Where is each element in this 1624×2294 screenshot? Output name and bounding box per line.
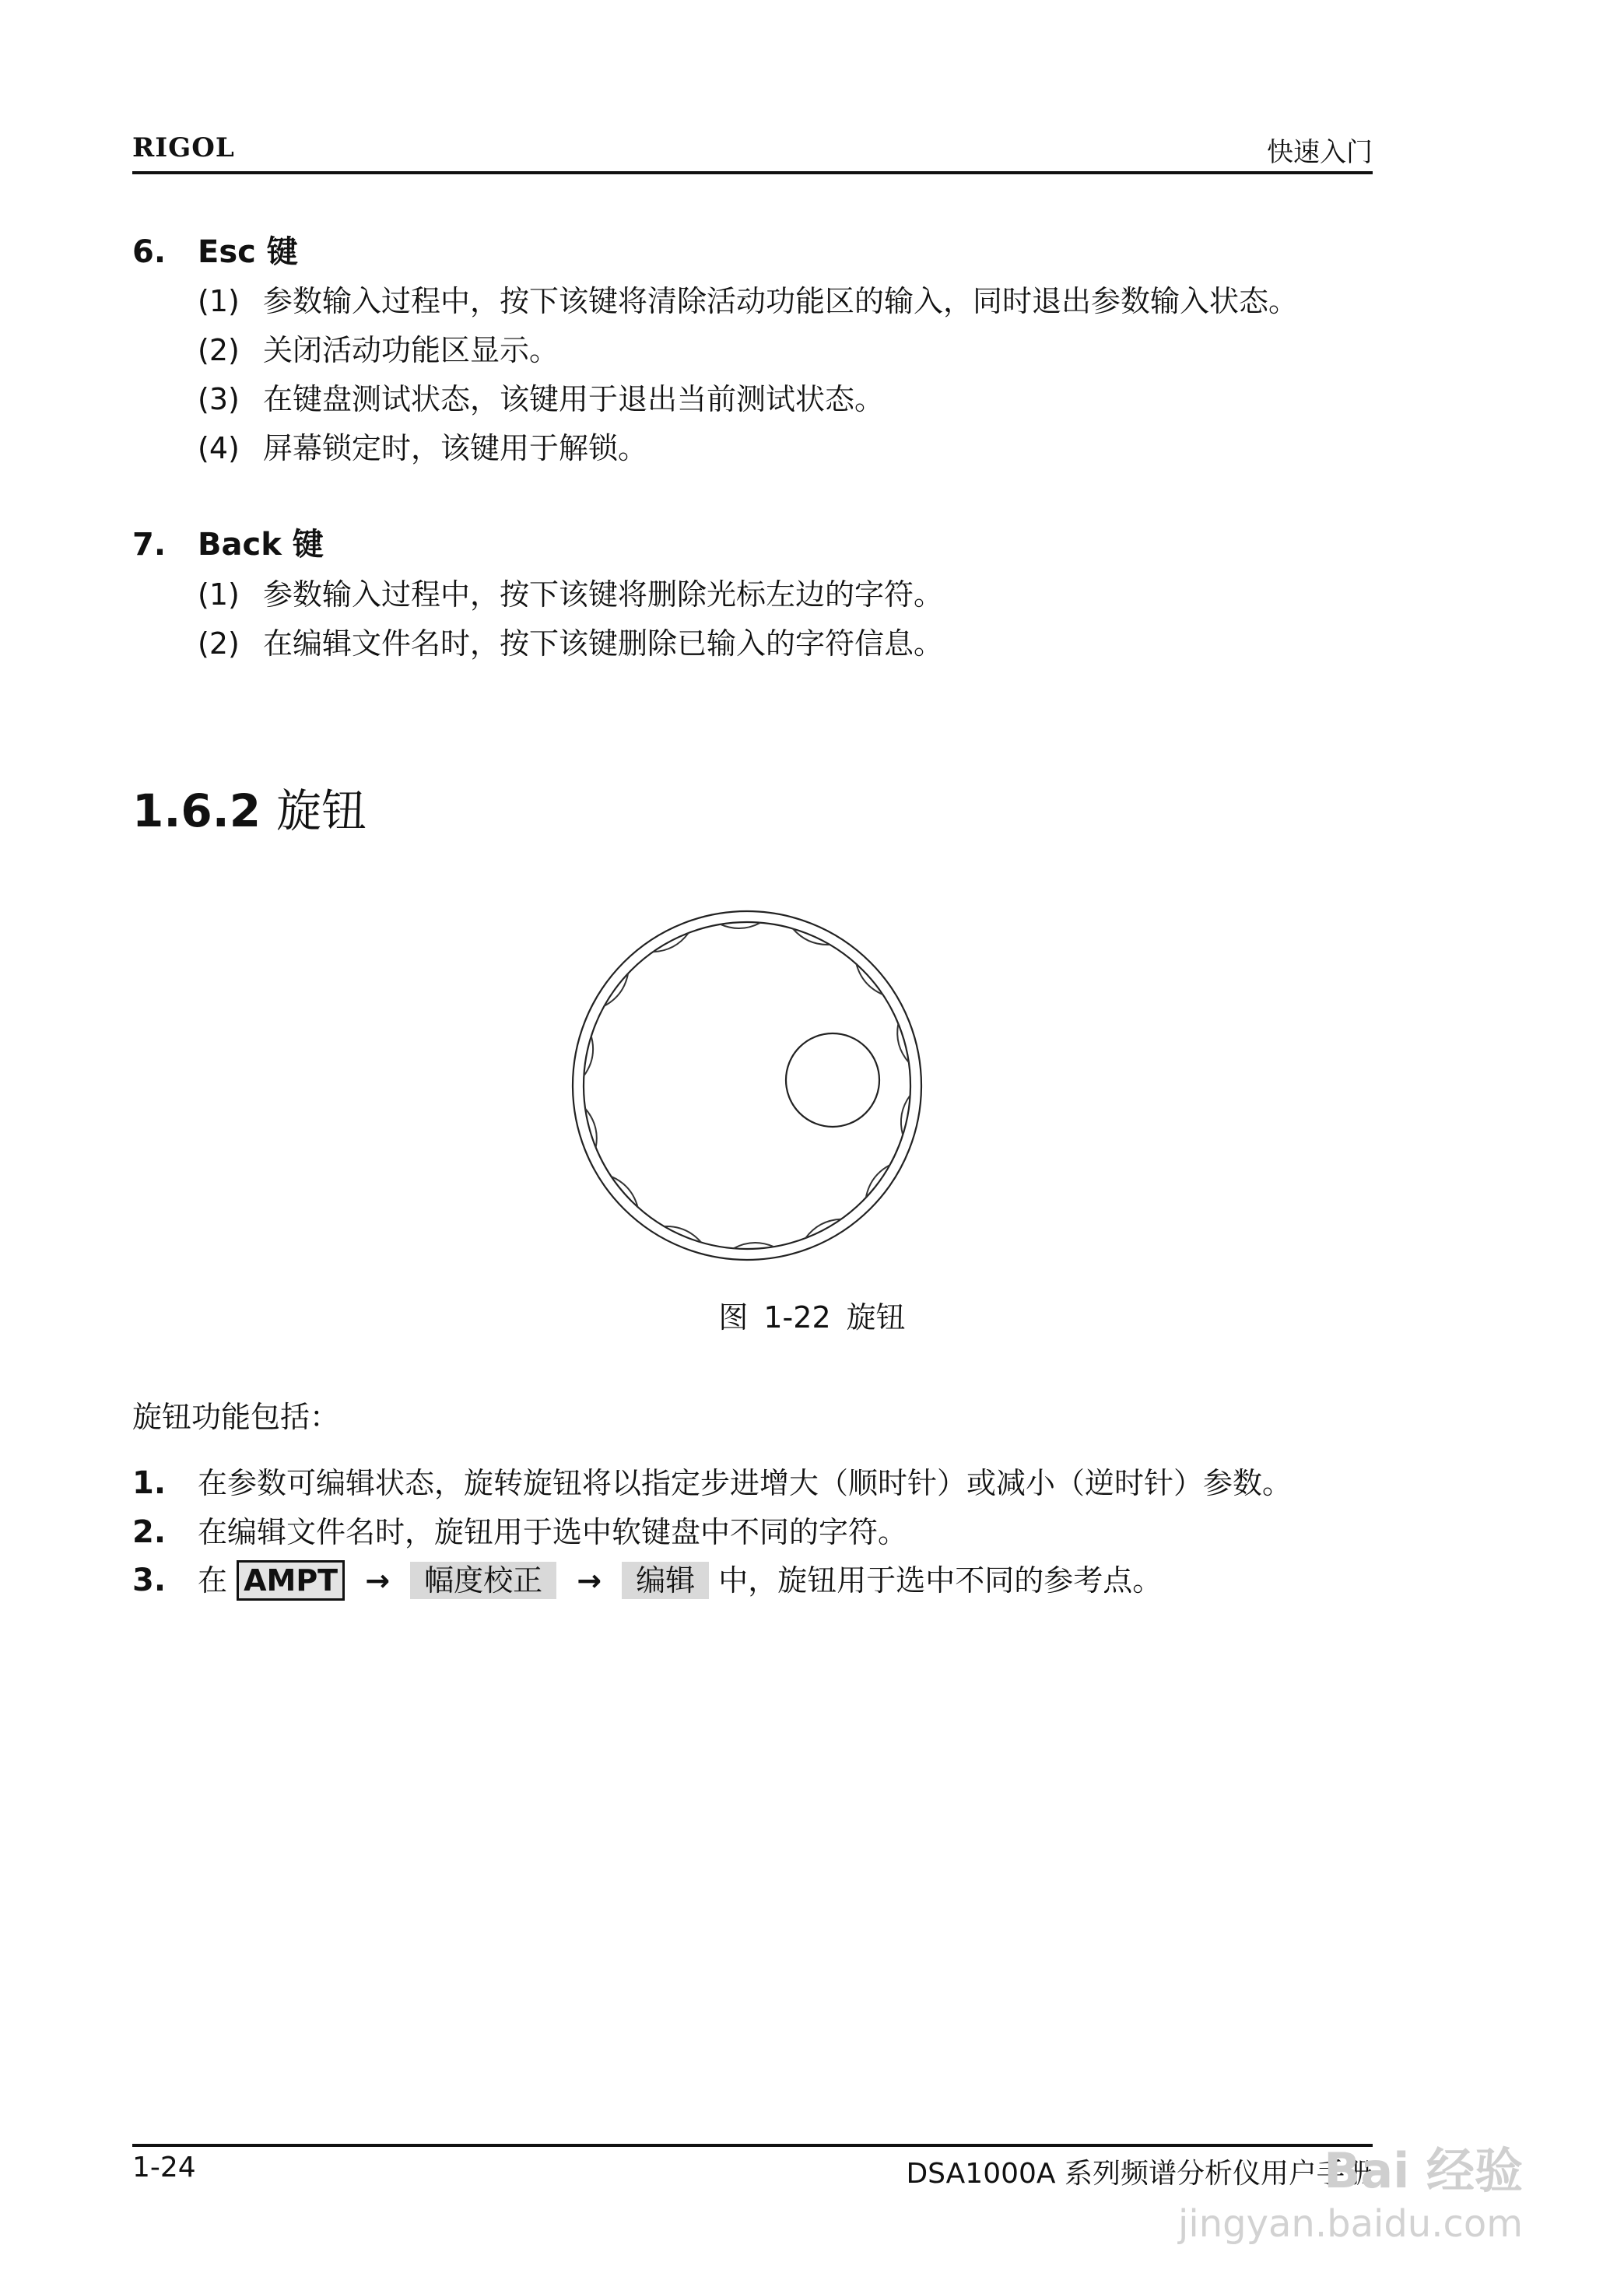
list-item-3: 3. 在 AMPT → 幅度校正 → 编辑 中，旋钮用于选中不同的参考点。	[132, 1556, 1162, 1601]
watermark-url: jingyan.baidu.com	[1178, 2202, 1523, 2246]
header-brand: RIGOL	[132, 132, 235, 163]
knob-outer-ring	[573, 911, 921, 1260]
header-rule	[132, 171, 1373, 174]
header-chapter: 快速入门	[1267, 137, 1373, 168]
list-item: (4) 屏幕锁定时，该键用于解锁。	[198, 431, 648, 465]
list-item: (1) 参数输入过程中，按下该键将删除光标左边的字符。	[198, 577, 944, 612]
watermark-logo: Bai 经验	[1324, 2142, 1523, 2199]
section-7-title: 7. Back 键	[132, 527, 324, 563]
section-6-title: 6. Esc 键	[132, 234, 298, 270]
arrow-right-icon: →	[577, 1563, 602, 1598]
intro-paragraph: 旋钮功能包括：	[132, 1400, 340, 1434]
section-heading: 1.6.2 旋钮	[132, 784, 367, 837]
list-item: 2. 在编辑文件名时，旋钮用于选中软键盘中不同的字符。	[132, 1514, 908, 1550]
list-item: (2) 在编辑文件名时，按下该键删除已输入的字符信息。	[198, 626, 944, 661]
knob-scallop	[901, 1096, 910, 1135]
list-item: (1) 参数输入过程中，按下该键将清除活动功能区的输入，同时退出参数输入状态。	[198, 284, 1299, 318]
knob-grip-scallops	[584, 923, 910, 1249]
figure-caption: 图 1-22 旋钮	[718, 1300, 906, 1335]
manual-title: DSA1000A 系列频谱分析仪用户手册	[906, 2158, 1373, 2190]
knob-figure	[568, 903, 926, 1268]
list-item: 1. 在参数可编辑状态，旋转旋钮将以指定步进增大（顺时针）或减小（逆时针）参数。	[132, 1465, 1293, 1501]
arrow-right-icon: →	[365, 1563, 391, 1598]
knob-scallop	[584, 1037, 593, 1076]
footer-rule	[132, 2144, 1373, 2147]
ampt-key: AMPT	[237, 1560, 345, 1601]
knob-inner-ring	[584, 922, 910, 1249]
page-number: 1-24	[132, 2152, 196, 2184]
list-item: (2) 关闭活动功能区显示。	[198, 333, 559, 367]
knob-finger-dimple	[786, 1033, 879, 1127]
list-item: (3) 在键盘测试状态，该键用于退出当前测试状态。	[198, 382, 885, 416]
menu-amplitude-correction: 幅度校正	[410, 1562, 556, 1599]
menu-edit: 编辑	[622, 1562, 709, 1599]
